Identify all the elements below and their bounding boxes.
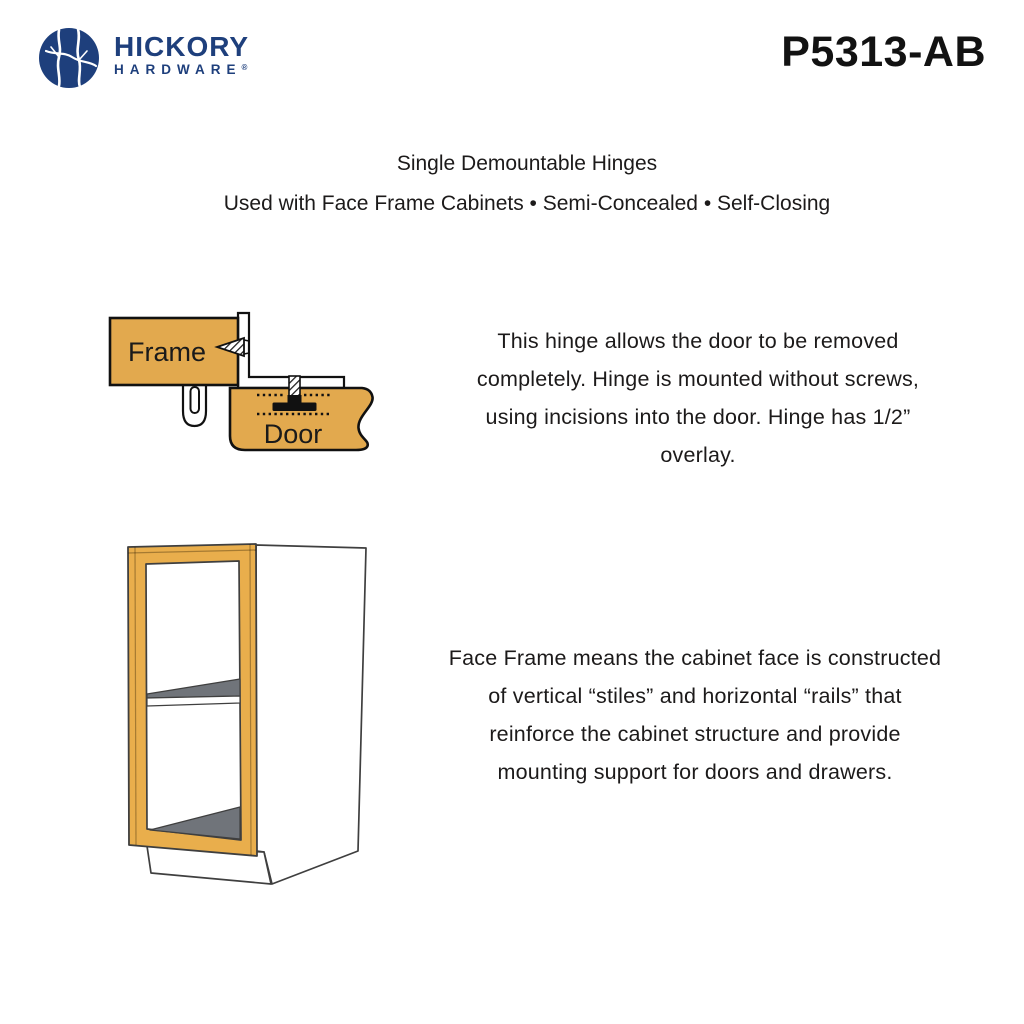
subtitle-line-1: Single Demountable Hinges <box>396 152 658 175</box>
logo-circle <box>39 28 99 88</box>
subtitle-line-2: Used with Face Frame Cabinets • Semi-Concealed • Self-Closing <box>223 192 831 215</box>
brand-name-hardware: HARDWARE® <box>114 62 248 77</box>
page-subtitle <box>0 144 1024 224</box>
hinge-description <box>420 322 976 474</box>
brand-name-hickory: HICKORY <box>114 31 250 62</box>
hickory-logo-icon <box>38 27 100 89</box>
face-frame-cabinet-diagram <box>110 535 385 910</box>
hinge-description-line-2: completely. Hinge is mounted without screws, <box>476 367 920 391</box>
face-frame-description-line-3: reinforce the cabinet structure and provide <box>489 722 901 746</box>
door-label: Door <box>263 419 323 449</box>
cabinet-side-panel <box>256 545 366 884</box>
face-frame-description-line-2: of vertical “stiles” and horizontal “rails” that <box>488 684 902 708</box>
registered-mark: ® <box>241 63 248 72</box>
hinge-description-line-3: using incisions into the door. Hinge has 1/2” <box>485 405 911 429</box>
face-frame-description-line-1: Face Frame means the cabinet face is constructed <box>448 646 942 670</box>
frame-label: Frame <box>127 337 207 367</box>
hinge-pin-slot <box>191 387 200 413</box>
brand-logo <box>38 27 298 89</box>
face-frame-description <box>406 639 984 791</box>
hinge-description-line-4: overlay. <box>660 443 736 467</box>
hinge-description-line-1: This hinge allows the door to be removed <box>497 329 899 353</box>
face-frame-description-line-4: mounting support for doors and drawers. <box>497 760 893 784</box>
product-code: P5313-AB <box>781 28 986 76</box>
brand-wordmark <box>114 27 249 89</box>
hinge-diagram <box>95 300 400 465</box>
